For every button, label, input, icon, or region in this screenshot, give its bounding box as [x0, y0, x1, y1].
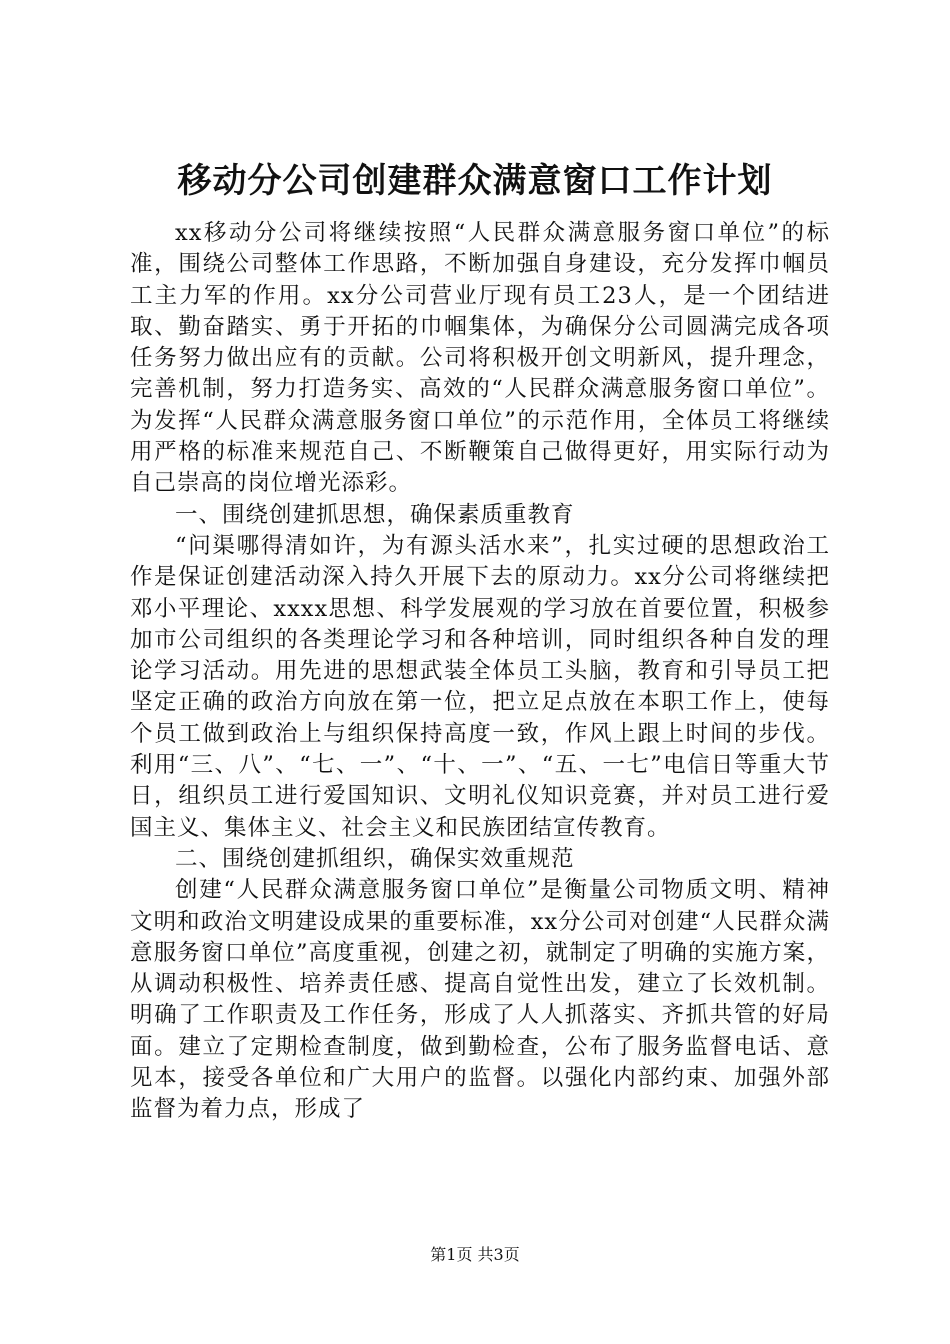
document-title: 移动分公司创建群众满意窗口工作计划 [177, 161, 773, 201]
page-footer: 第1页 共3页 [430, 1245, 520, 1264]
paragraph-section-1: “问渠哪得清如许，为有源头活水来”，扎实过硬的思想政治工作是保证创建活动深入持久开展下去的原动力。xx分公司将继续把邓小平理论、xxxx思想、科学发展观的学习放在首要位置，积极参加市公司组织的各类理论学习和各种培训，同时组织各种自发的理论学习活动。用先进的思想武装全体员工头脑，教育和引导员工把坚定正确的政治方向放在第一位，把立足点放在本职工作上，使每个员工做到政治上与组织保持高度一致，作风上跟上时间的步伐。利用“三、八”、“七、一”、“十、一”、“五、一七”电信日等重大节日，组织员工进行爱国知识、文明礼仪知识竞赛，并对员工进行爱国主义、集体主义、社会主义和民族团结宣传教育。 [130, 532, 830, 841]
section-heading-1: 一、围绕创建抓思想，确保素质重教育 [175, 501, 575, 528]
document-body [130, 218, 830, 1126]
paragraph-section-2: 创建“人民群众满意服务窗口单位”是衡量公司物质文明、精神文明和政治文明建设成果的重要标准，xx分公司对创建“人民群众满意服务窗口单位”高度重视，创建之初，就制定了明确的实施方案，从调动积极性、培养责任感、提高自觉性出发，建立了长效机制。明确了工作职责及工作任务，形成了人人抓落实、齐抓共管的好局面。建立了定期检查制度，做到勤检查，公布了服务监督电话、意见本，接受各单位和广大用户的监督。以强化内部约束、加强外部监督为着力点，形成了 [130, 877, 830, 1123]
section-heading-2: 二、围绕创建抓组织，确保实效重规范 [175, 845, 575, 872]
paragraph-intro: xx移动分公司将继续按照“人民群众满意服务窗口单位”的标准，围绕公司整体工作思路，不断加强自身建设，充分发挥巾帼员工主力军的作用。xx分公司营业厅现有员工23人，是一个团结进取、勤奋踏实、勇于开拓的巾帼集体，为确保分公司圆满完成各项任务努力做出应有的贡献。公司将积极开创文明新风，提升理念，完善机制，努力打造务实、高效的“人民群众满意服务窗口单位”。为发挥“人民群众满意服务窗口单位”的示范作用，全体员工将继续用严格的标准来规范自己、不断鞭策自己做得更好，用实际行动为自己崇高的岗位增光添彩。 [130, 220, 830, 497]
